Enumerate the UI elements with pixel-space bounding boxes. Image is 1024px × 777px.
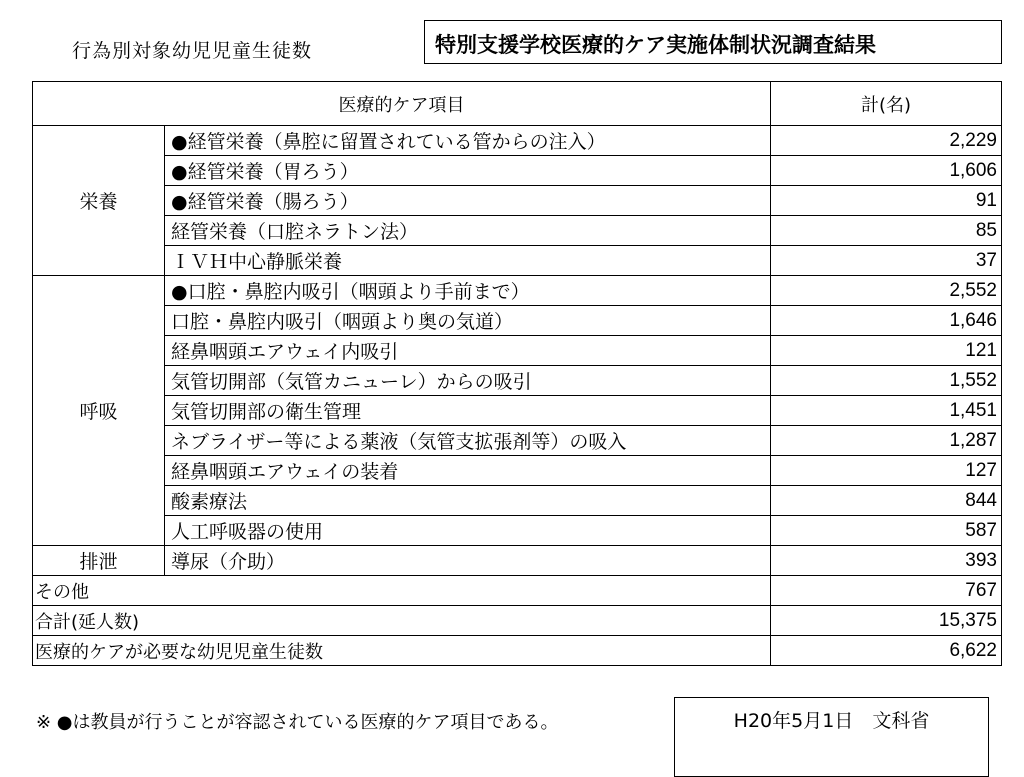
- table-row: [33, 216, 1002, 246]
- total-row-count: 15,375: [771, 606, 1002, 636]
- total-row-label: 合計(延人数): [33, 606, 771, 636]
- table-row: [33, 396, 1002, 426]
- count-cell: 844: [771, 486, 1002, 516]
- category-cell: 呼吸: [33, 276, 165, 546]
- table-row: [33, 486, 1002, 516]
- header-item: 医療的ケア項目: [33, 82, 771, 126]
- item-cell: 口腔・鼻腔内吸引（咽頭より奥の気道）: [165, 306, 771, 336]
- count-cell: 587: [771, 516, 1002, 546]
- count-cell: 2,552: [771, 276, 1002, 306]
- table-row: [33, 126, 1002, 156]
- item-cell: ●経管栄養（胃ろう）: [165, 156, 771, 186]
- total-row: [33, 606, 1002, 636]
- other-row-count: 767: [771, 576, 1002, 606]
- table-row: [33, 306, 1002, 336]
- item-cell: ●口腔・鼻腔内吸引（咽頭より手前まで）: [165, 276, 771, 306]
- needing-care-row-count: 6,622: [771, 636, 1002, 666]
- item-cell: ネブライザー等による薬液（気管支拡張剤等）の吸入: [165, 426, 771, 456]
- count-cell: 1,287: [771, 426, 1002, 456]
- count-cell: 1,646: [771, 306, 1002, 336]
- count-cell: 1,552: [771, 366, 1002, 396]
- category-cell: 栄養: [33, 126, 165, 276]
- table-row: [33, 156, 1002, 186]
- count-cell: 2,229: [771, 126, 1002, 156]
- header-count: 計(名): [771, 82, 1002, 126]
- count-cell: 127: [771, 456, 1002, 486]
- item-cell: 経鼻咽頭エアウェイ内吸引: [165, 336, 771, 366]
- page-subtitle: 行為別対象幼児児童生徒数: [72, 40, 313, 62]
- table-row: [33, 516, 1002, 546]
- page-title: 特別支援学校医療的ケア実施体制状況調査結果: [424, 20, 1002, 64]
- item-cell: ＩＶＨ中心静脈栄養: [165, 246, 771, 276]
- count-cell: 85: [771, 216, 1002, 246]
- item-cell: ●経管栄養（腸ろう）: [165, 186, 771, 216]
- needing-care-row: [33, 636, 1002, 666]
- footnote: ※ ●は教員が行うことが容認されている医療的ケア項目である。: [36, 712, 559, 733]
- table-row: [33, 456, 1002, 486]
- other-row-label: その他: [33, 576, 771, 606]
- table-row: [33, 546, 1002, 576]
- table-row: [33, 366, 1002, 396]
- item-cell: 気管切開部（気管カニューレ）からの吸引: [165, 366, 771, 396]
- medical-care-table: [32, 81, 1002, 666]
- item-cell: 気管切開部の衛生管理: [165, 396, 771, 426]
- category-cell: 排泄: [33, 546, 165, 576]
- table-row: [33, 246, 1002, 276]
- table-header-row: [33, 82, 1002, 126]
- count-cell: 1,451: [771, 396, 1002, 426]
- count-cell: 37: [771, 246, 1002, 276]
- item-cell: 経管栄養（口腔ネラトン法）: [165, 216, 771, 246]
- table-row: [33, 186, 1002, 216]
- count-cell: 1,606: [771, 156, 1002, 186]
- count-cell: 393: [771, 546, 1002, 576]
- count-cell: 121: [771, 336, 1002, 366]
- table-row: [33, 426, 1002, 456]
- item-cell: 酸素療法: [165, 486, 771, 516]
- count-cell: 91: [771, 186, 1002, 216]
- table-row: [33, 276, 1002, 306]
- item-cell: 導尿（介助）: [165, 546, 771, 576]
- date-source-box: H20年5月1日 文科省: [674, 697, 989, 777]
- item-cell: ●経管栄養（鼻腔に留置されている管からの注入）: [165, 126, 771, 156]
- item-cell: 人工呼吸器の使用: [165, 516, 771, 546]
- other-row: [33, 576, 1002, 606]
- needing-care-row-label: 医療的ケアが必要な幼児児童生徒数: [33, 636, 771, 666]
- table-row: [33, 336, 1002, 366]
- item-cell: 経鼻咽頭エアウェイの装着: [165, 456, 771, 486]
